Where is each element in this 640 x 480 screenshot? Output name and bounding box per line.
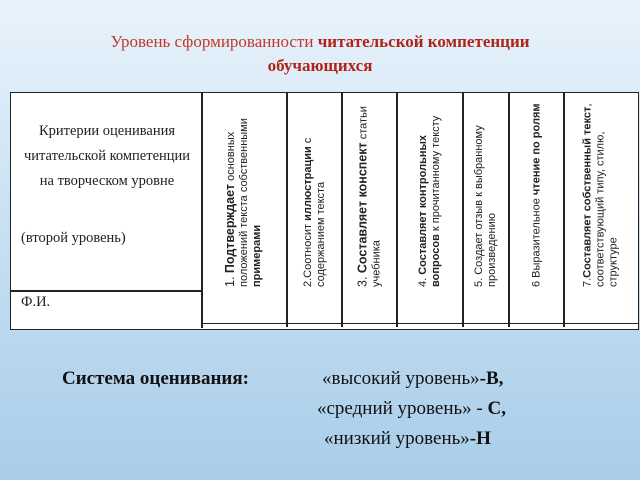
criteria-level: (второй уровень) xyxy=(21,230,126,246)
slide-title xyxy=(40,30,600,78)
fio-label: Ф.И. xyxy=(21,294,51,310)
grading-label: Система оценивания: xyxy=(62,368,249,389)
title-part1: Уровень сформированности xyxy=(110,32,318,51)
column-7: 7.Составляет собственный текст, соответствующий типу, стилю, структуре xyxy=(581,103,620,287)
grade-high: «высокий уровень»-В, xyxy=(322,368,504,389)
title-part2: читательской компетенции xyxy=(317,32,530,51)
column-6: 6 Выразительное чтение по ролям xyxy=(510,93,565,327)
fio-cell xyxy=(11,292,203,328)
title-line2: обучающихся xyxy=(267,56,373,75)
table-row-divider xyxy=(201,323,638,324)
column-5: 5. Создает отзыв к выбранному произведению xyxy=(464,93,510,327)
column-1: 1. Подтверждает основных положений текста собственными примерами xyxy=(201,93,288,327)
criteria-table xyxy=(10,92,639,330)
column-4: 4. Составляет контрольных вопросов к прочитанному тексту xyxy=(398,93,464,327)
column-3: 3. Составляет конспект статьи учебника xyxy=(343,93,398,327)
column-2: 2.Соотносит иллюстрации с содержанием текста xyxy=(288,93,343,327)
grade-medium: «средний уровень» - С, xyxy=(317,398,506,419)
criteria-text: Критерии оценивания читательской компетенции на творческом уровне xyxy=(23,123,191,189)
criteria-header-cell xyxy=(11,93,203,292)
grade-low: «низкий уровень»-Н xyxy=(324,428,491,449)
